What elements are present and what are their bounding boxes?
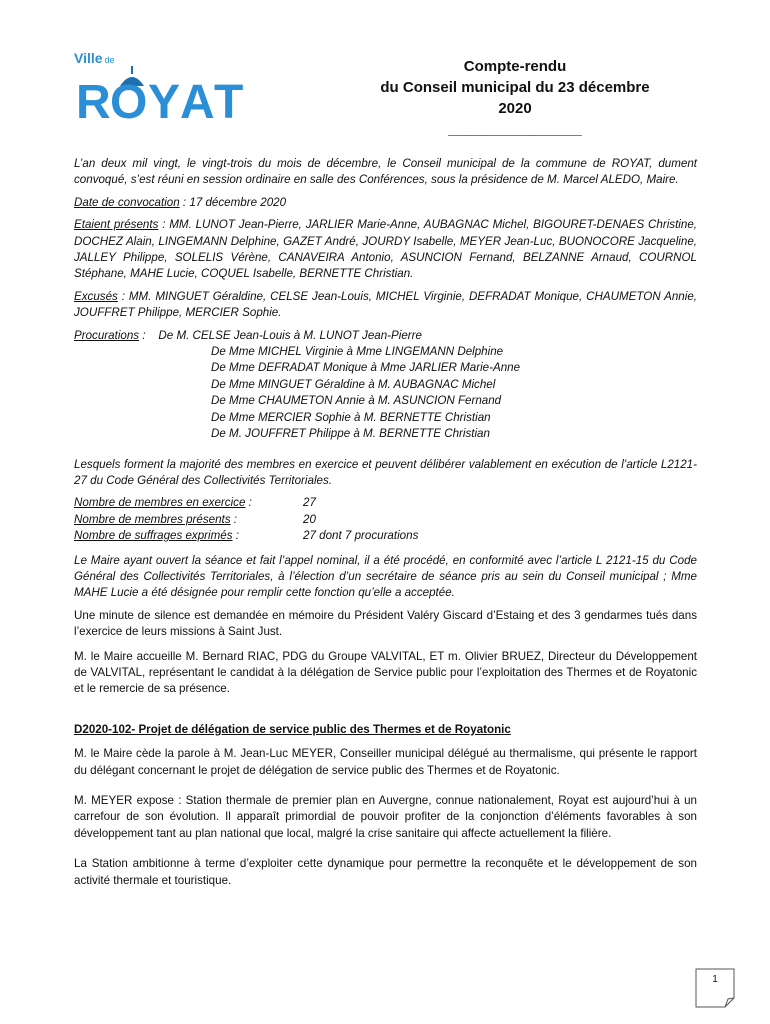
intro-paragraph: L’an deux mil vingt, le vingt-trois du mois de décembre, le Conseil municipal de la commune de ROYAT, dument convoqué, s’est réuni en session ordinaire en salle des Conférences, sous la présidence de M. Marcel ALEDO, Maire. — [74, 157, 697, 187]
convocation-paragraph — [74, 195, 697, 211]
section-paragraph-3: La Station ambitionne à terme d’exploiter cette dynamique pour permettre la reconquête et le développement de son activité thermale et touristique. — [74, 857, 697, 887]
procuration-line: De Mme CHAUMETON Annie à M. ASUNCION Fernand — [211, 394, 502, 408]
count-label: Nombre de suffrages exprimés — [74, 529, 233, 543]
svg-text:T: T — [214, 76, 242, 129]
title-line-3: 2020 — [498, 100, 532, 117]
section-heading: D2020-102- Projet de délégation de service public des Thermes et de Royatonic — [74, 722, 511, 736]
svg-text:R: R — [76, 76, 109, 129]
excuses-paragraph — [74, 289, 697, 322]
count-label: Nombre de membres présents — [74, 512, 231, 526]
procuration-line: De M. JOUFFRET Philippe à M. BERNETTE Christian — [211, 427, 490, 441]
count-value: 27 — [303, 496, 316, 510]
document-title — [330, 56, 700, 140]
svg-text:O: O — [110, 76, 146, 129]
count-row: Nombre de membres présents : 20 — [74, 512, 697, 528]
section-paragraph-2: M. MEYER expose : Station thermale de premier plan en Auvergne, connue nationalement, Royat est aujourd’hui à un carrefour de son évolution. Il apparaît primordial de pouvoir profiter de la conjonction d’éléments favorables à son développement tant au plan national que local, malgré la crise sanitaire qui affecte actuellement la filière. — [74, 794, 697, 840]
count-label: Nombre de membres en exercice — [74, 496, 246, 510]
royat-wordmark-icon — [74, 60, 264, 130]
member-counts — [74, 495, 697, 544]
convocation-label: Date de convocation — [74, 195, 180, 209]
procuration-first: : De M. CELSE Jean-Louis à M. LUNOT Jean-Pierre — [139, 328, 422, 342]
logo-de-text: de — [104, 55, 115, 65]
procurations-block — [74, 328, 697, 443]
minute-paragraph: Une minute de silence est demandée en mémoire du Président Valéry Giscard d’Estaing et des 3 gendarmes tués dans l’exercice de leurs missions à Saint Just. — [74, 608, 697, 639]
page-number-box — [695, 968, 735, 1008]
section-paragraph-1: M. le Maire cède la parole à M. Jean-Luc MEYER, Conseiller municipal délégué au thermalisme, qui présente le rapport du délégant concernant le projet de délégation de service public des Thermes et de Royatonic. — [74, 747, 697, 777]
document-body — [74, 156, 697, 895]
accueil-paragraph: M. le Maire accueille M. Bernard RIAC, PDG du Groupe VALVITAL, ET m. Olivier BRUEZ, Directeur du Développement de VALVITAL, représentant le candidat à la délégation de Service public pour l’exploitation des Thermes et de Royatonic et le remercie de sa présence. — [74, 649, 697, 696]
title-line-2: du Conseil municipal du 23 décembre — [380, 79, 650, 96]
count-row: Nombre de suffrages exprimés : 27 dont 7 procurations — [74, 528, 697, 544]
page-number: 1 — [712, 974, 718, 985]
count-value: 27 dont 7 procurations — [303, 529, 419, 543]
excuses-value: : MM. MINGUET Géraldine, CELSE Jean-Louis, MICHEL Virginie, DEFRADAT Monique, CHAUMETON Annie, JOUFFRET Philippe, MERCIER Sophie. — [74, 289, 697, 320]
presents-label: Etaient présents — [74, 218, 159, 232]
excuses-label: Excusés — [74, 289, 118, 303]
royat-logo — [74, 50, 264, 130]
procuration-line: De Mme MERCIER Sophie à M. BERNETTE Christian — [211, 410, 491, 424]
presents-value: : MM. LUNOT Jean-Pierre, JARLIER Marie-Anne, AUBAGNAC Michel, BIGOURET-DENAES Christine, DOCHEZ Alain, LINGEMANN Delphine, GAZET André, JOURDY Isabelle, MEYER Jean-Luc, BUONOCORE Jacqueline, JALLEY Philippe, SOLELIS Vérène, CANAVEIRA Antonio, ASUNCION Fernand, BELZANNE Arnaud, COURNOL Stéphane, MAHE Lucie, COQUEL Isabelle, BERNETTE Christian. — [74, 218, 697, 281]
procuration-line: De Mme DEFRADAT Monique à Mme JARLIER Marie-Anne — [211, 361, 521, 375]
count-value: 20 — [303, 512, 316, 526]
title-rule: ________________ — [448, 121, 582, 138]
procurations-label: Procurations — [74, 328, 140, 342]
svg-text:A: A — [180, 76, 213, 129]
convocation-value: : 17 décembre 2020 — [179, 195, 287, 209]
title-line-1: Compte-rendu — [463, 58, 567, 75]
logo-ville-text: Ville — [74, 50, 103, 66]
presents-paragraph — [74, 217, 697, 283]
majorite-paragraph: Lesquels forment la majorité des membres en exercice et peuvent délibérer valablement en exécution de l’article L2121-27 du Code Général des Collectivités Territoriales. — [74, 457, 697, 487]
appel-paragraph: Le Maire ayant ouvert la séance et fait l’appel nominal, il a été procédé, en conformité avec l’article L 2121-15 du Code Général des Collectivités Territoriales, à l’élection d’un secrétaire de séance pris au sein du Conseil municipal ; Mme MAHE Lucie a été désignée pour remplir cette fonction qu’elle a acceptée. — [74, 553, 697, 600]
procuration-line: De Mme MICHEL Virginie à Mme LINGEMANN Delphine — [211, 345, 504, 359]
count-row: Nombre de membres en exercice : 27 — [74, 495, 697, 511]
procuration-line: De Mme MINGUET Géraldine à M. AUBAGNAC Michel — [211, 377, 496, 391]
svg-text:Y: Y — [148, 76, 179, 129]
